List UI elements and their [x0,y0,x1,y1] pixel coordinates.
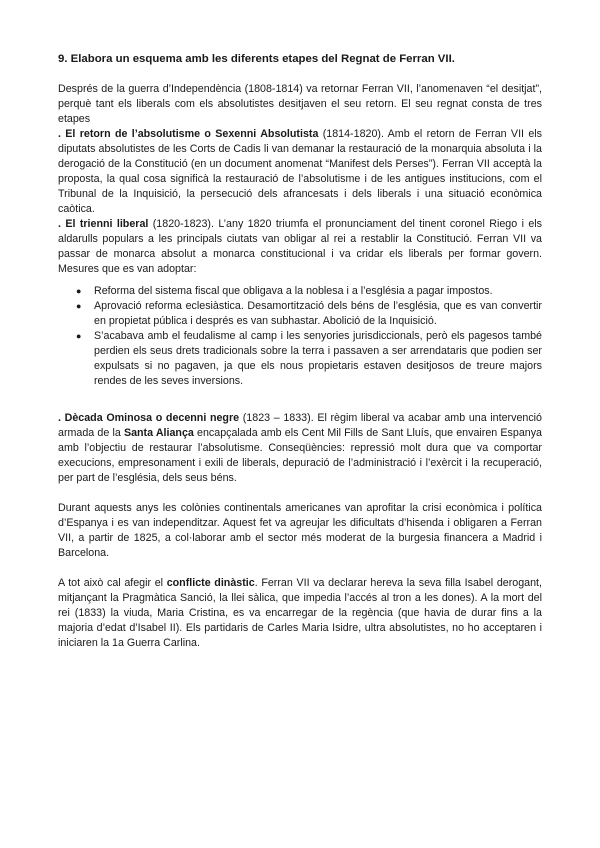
list-item-text: S’acabava amb el feudalisme al camp i les senyories jurisdiccionals, però els pagesos també perdien els seus drets tradicionals sobre la terra i passaven a ser arrendataris que podien ser expulsats si no pagaven, ja que els nous propietaris estaven desitjosos de treure majors rendes de les seves inversions. [94,330,542,387]
conflicte-dinastic-term: conflicte dinàstic [166,577,255,589]
section-decada-heading: . Dècada Ominosa o decenni negre [58,412,240,424]
page-title: 9. Elabora un esquema amb les diferents etapes del Regnat de Ferran VII. [58,53,455,65]
bullet-icon: ● [76,331,82,341]
list-item [58,329,542,389]
section-sexenni-body: (1814-1820). Amb el retorn de Ferran VII els diputats absolutistes de les Corts de Cadis li van demanar la restauració de la monarquia absoluta i la derogació de la Constitució (en un document anomenat “Manifest dels Perses”). Ferran VII acceptà la proposta, la qual cosa significà la restauració de l’absolutisme i de les antigues institucions, com el Tribunal de la Inquisició, la persecució dels afrancesats i dels liberals i una situació econòmica caòtica. [58,128,543,215]
section-decada-body-c: encapçalada amb els Cent Mil Fills de Sant Lluís, que envairen Espanya amb l’objectiu de restaurar l’absolutisme. Conseqüències: repressió molt dura que va comportar execucions, empresonament i exili de liberals, depuració de l’administració i l’exèrcit i la recuperació, per part de l’església, dels seus béns. [58,427,542,484]
section-trienni-heading: . El trienni liberal [58,218,149,230]
conflict-text-after: . Ferran VII va declarar hereva la seva filla Isabel derogant, mitjançant la Pragmàtica Sanció, la llei sàlica, que impedia l’accés al tron a les dones). A la mort del rei (1833) la viuda, Maria Cristina, es va encarregar de la regència (que havia de durar fins a la majoria d’edat d’Isabel II). Els partidaris de Carles Maria Isidre, ultra absolutistes, no ho acceptaren i iniciaren la 1a Guerra Carlina. [58,577,542,649]
list-item [58,284,542,299]
bullet-icon: ● [76,301,82,311]
santa-alianca-term: Santa Aliança [123,427,194,439]
document-page [58,52,542,651]
list-item-text: Aprovació reforma eclesiàstica. Desamortització dels béns de l’església, que es van convertir en propietat pública i després es van subhastar. Abolició de la Inquisició. [94,300,542,327]
intro-paragraph [58,82,542,127]
bullet-icon: ● [76,286,82,296]
colonies-text: Durant aquests anys les colònies continentals americanes van aprofitar la crisi econòmica i política d’Espanya i es van independitzar. Aquest fet va agreujar les dificultats d’hisenda i obligaren a Ferran VII, a partir de 1825, a col·laborar amb el sector més moderat de la burgesia financera a Madrid i Barcelona. [58,502,542,559]
section-trienni-body: (1820-1823). L’any 1820 triumfa el pronunciament del tinent coronel Riego i els aldarulls populars a les principals ciutats van obligar al rei a restablir la Constitució. Ferran VII va passar de monarca absolut a monarca constitucional i va cridar els liberals per formar govern. Mesures que es van adoptar: [58,218,542,275]
section-decada-ominosa [58,411,542,486]
intro-text: Després de la guerra d’Independència (1808-1814) va retornar Ferran VII, l’anomenaven “el desitjat”, perquè tant els liberals com els absolutistes desitjaven el seu retorn. El seu regnat consta de tres etapes [58,83,542,125]
conflict-paragraph [58,576,542,651]
colonies-paragraph [58,501,542,561]
section-sexenni-heading: . El retorn de l’absolutisme o Sexenni Absolutista [58,128,319,140]
section-decada-body-a: (1823 – 1833). El règim liberal va acabar amb una intervenció armada de la [58,412,542,439]
section-sexenni [58,127,542,217]
section-trienni [58,217,542,277]
conflict-text-before: A tot això cal afegir el [58,577,167,589]
list-item-text: Reforma del sistema fiscal que obligava a la noblesa i a l’església a pagar impostos. [94,285,493,297]
list-item [58,299,542,329]
measures-list [58,284,542,389]
